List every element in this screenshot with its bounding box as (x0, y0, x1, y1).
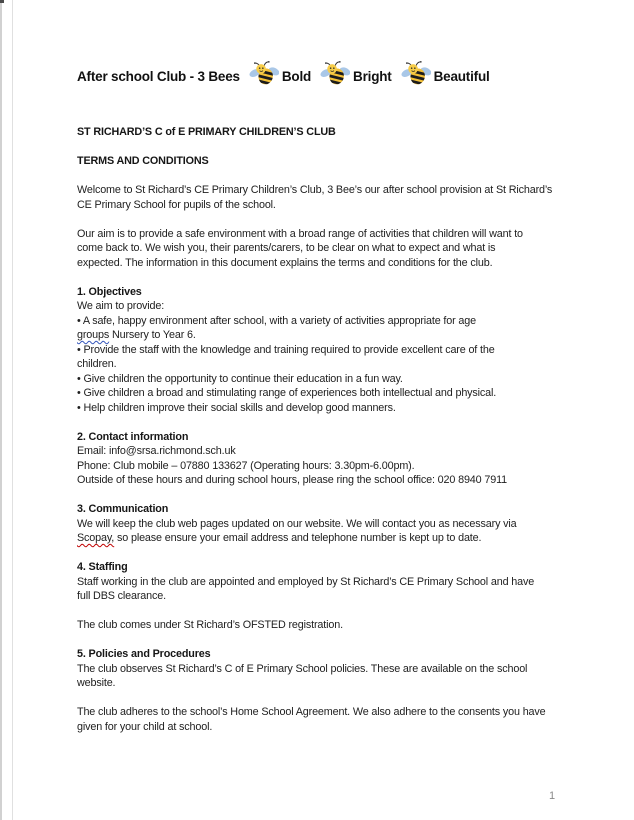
document-line: • Give children a broad and stimulating range of experiences both intellectual and physical. (77, 387, 497, 399)
document-line: The club comes under St Richard’s OFSTED registration. (77, 619, 343, 631)
line-text: so please ensure your email address and telephone number is kept up to date. (114, 532, 482, 544)
document-line: We will keep the club web pages updated on our website. We will contact you as necessary via (77, 517, 517, 530)
document-line: given for your child at school. (77, 720, 213, 733)
bee-icon (401, 61, 431, 86)
paragraph-gap (77, 415, 569, 430)
document-line: The club adheres to the school’s Home School Agreement. We also adhere to the consents you have (77, 706, 546, 718)
title-text: Beautiful (433, 68, 490, 84)
document-line: Phone: Club mobile – 07880 133627 (Operating hours: 3.30pm-6.00pm). (77, 459, 415, 472)
paragraph-gap (77, 633, 569, 648)
section-heading: 2. Contact information (77, 430, 189, 443)
section-heading: ST RICHARD’S C of E PRIMARY CHILDREN’S CLUB (77, 126, 336, 138)
document-line (77, 328, 569, 343)
document-line: Outside of these hours and during school hours, please ring the school office: 020 8940 7911 (77, 474, 507, 486)
paragraph-gap (77, 212, 569, 227)
paragraph-gap (77, 169, 569, 184)
misspelled-word: Scopay, (77, 532, 115, 544)
title-text: Bold (281, 68, 312, 84)
section-heading: 4. Staffing (77, 561, 128, 573)
document-line: • Help children improve their social skills and develop good manners. (77, 401, 396, 414)
document-line: We aim to provide: (77, 300, 165, 312)
misspelled-word: groups (77, 329, 110, 341)
document-page[interactable] (77, 60, 569, 734)
corner-artifact (0, 0, 4, 3)
title-text: Bright (353, 68, 392, 84)
line-text: Nursery to Year 6. (109, 329, 196, 341)
document-line: children. (77, 358, 117, 370)
paragraph-gap (77, 140, 569, 155)
document-line: The club observes St Richard’s C of E Primary School policies. These are available on the school (77, 662, 528, 675)
paragraph-gap (77, 604, 569, 619)
document-line: • Provide the staff with the knowledge and training required to provide excellent care of the (77, 343, 495, 356)
document-line: • A safe, happy environment after school, with a variety of activities appropriate for age (77, 314, 476, 327)
document-line: expected. The information in this document explains the terms and conditions for the club. (77, 256, 493, 269)
bee-icon (320, 61, 350, 86)
section-heading: 1. Objectives (77, 285, 142, 298)
document-title (77, 60, 569, 92)
page-edge-line (12, 0, 13, 820)
page-number: 1 (549, 790, 556, 802)
document-line (77, 531, 569, 546)
document-line: CE Primary School for pupils of the school. (77, 198, 276, 211)
bee-icon (249, 61, 279, 86)
title-text: After school Club - 3 Bees (77, 68, 240, 84)
document-line: full DBS clearance. (77, 590, 166, 602)
section-heading: TERMS AND CONDITIONS (77, 155, 209, 167)
window-edge-line (0, 0, 2, 820)
paragraph-gap (77, 270, 569, 285)
document-line: Email: info@srsa.richmond.sch.uk (77, 445, 236, 457)
document-line: • Give children the opportunity to continue their education in a fun way. (77, 372, 403, 385)
paragraph-gap (77, 488, 569, 503)
section-heading: 3. Communication (77, 503, 169, 515)
section-heading: 5. Policies and Procedures (77, 648, 211, 660)
paragraph-gap (77, 691, 569, 706)
document-line: Welcome to St Richard’s CE Primary Children’s Club, 3 Bee’s our after school provision at St Richard’s (77, 184, 553, 196)
document-line: come back to. We wish you, their parents/carers, to be clear on what to expect and what is (77, 242, 496, 254)
document-line: website. (77, 677, 116, 689)
document-line: Staff working in the club are appointed and employed by St Richard’s CE Primary School and have (77, 575, 535, 588)
document-line: Our aim is to provide a safe environment with a broad range of activities that children will want to (77, 227, 523, 240)
document-body (77, 125, 569, 734)
paragraph-gap (77, 546, 569, 561)
